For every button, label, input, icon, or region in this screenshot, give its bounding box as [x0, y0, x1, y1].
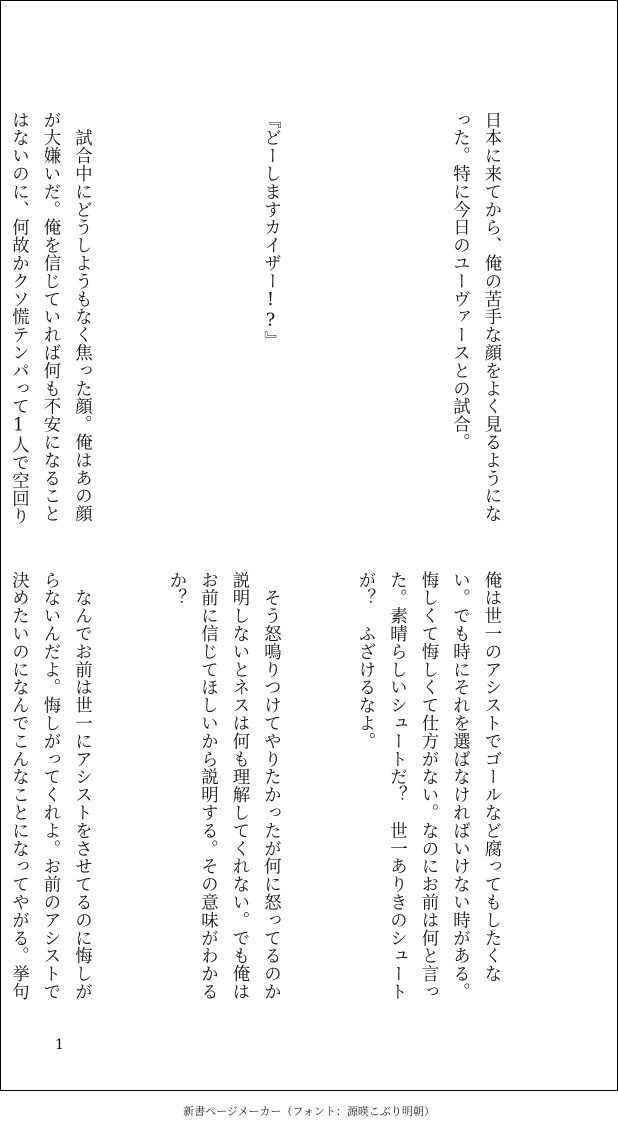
- dialogue-line: 『どーしますカイザー!?』: [260, 111, 281, 349]
- footer-caption: 新書ページメーカー（フォント：源暎こぶり明朝）: [183, 1105, 435, 1118]
- paragraph: そう怒鳴りつけてやりたかったが何に怒ってるのか説明しないとネスは何も理解してくれない。でも俺はお前に信じてほしいから説明する。その意味がわかるか？: [166, 571, 281, 1001]
- page-number: 1: [55, 1037, 64, 1053]
- paragraph: 俺は世一のアシストでゴールなど腐ってもしたくない。でも時にそれを選ばなければいけない時がある。悔しくて悔しくて仕方がない。なのにお前は何と言った。素晴らしいシュートだ？ 世一ありきのシュートが？ ふざけるなよ。: [355, 571, 501, 1001]
- blank-line: [160, 111, 192, 531]
- paragraph: 日本に来てから、俺の苦手な顔をよく見るようになった。特に今日のユーヴァースとの試合。: [449, 111, 501, 523]
- paragraph: なんでお前は世一にアシストをさせてるのに悔しがらないんだよ。悔しがってくれよ。お前のアシストで決めたいのになんでこんなことになってやがる。挙句: [8, 571, 92, 1001]
- top-text-column: [8, 111, 569, 531]
- blank-line: [349, 111, 381, 531]
- bottom-text-column: [8, 571, 569, 1011]
- paragraph: 試合中にどうしようもなく焦った顔。俺はあの顔が大嫌いだ。俺を信じていれば何も不安になることはないのに、何故かクソ慌テンパって1人で空回り: [8, 111, 92, 526]
